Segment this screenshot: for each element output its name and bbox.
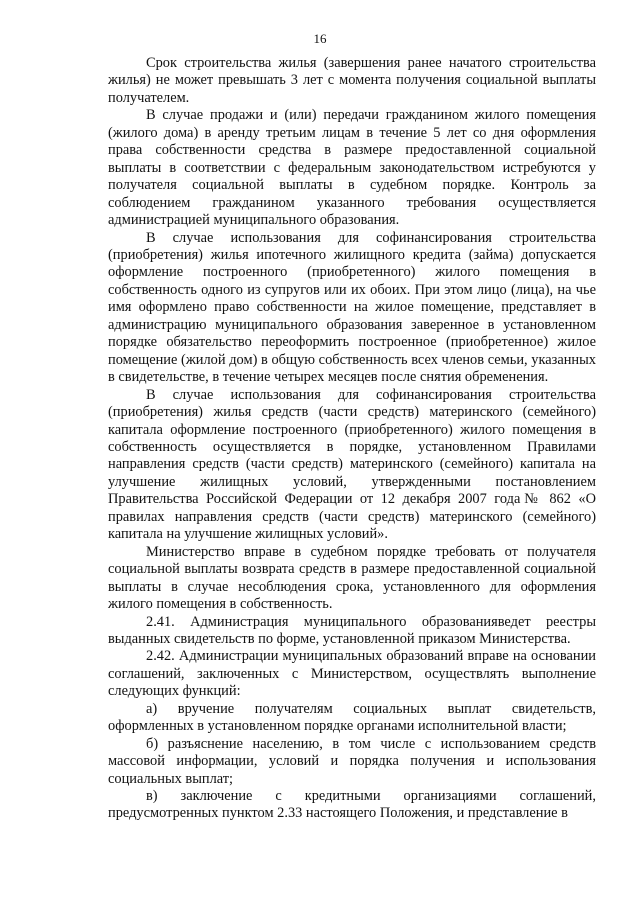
paragraph-2-42-functions: 2.42. Администрации муниципальных образований вправе на основании соглашений, заключенных с Министерством, осуществлять выполнение следующих функций:: [108, 648, 596, 700]
document-body: [108, 55, 596, 823]
paragraph-mortgage-cofinancing: В случае использования для софинансирования строительства (приобретения) жилья ипотечного жилищного кредита (займа) допускается оформление построенного (приобретенного) жилого помещения в собственность одного из супругов или их обоих. При этом лицо (лица), на чье имя оформлено право собственности на жилое помещение, представляет в администрацию муниципального образования заверенное в установленном порядке обязательство переоформить построенное (приобретенное) жилое помещение (жилой дом) в общую собственность всех членов семьи, указанных в свидетельстве, в течение четырех месяцев после снятия обременения.: [108, 229, 596, 386]
paragraph-maternity-capital: В случае использования для софинансирования строительства (приобретения) жилья средств (части средств) материнского (семейного) капитала оформление построенного (приобретенного) жилого помещения в собственность осуществляется в порядке, установленном Правилами направления средств (части средств) материнского (семейного) капитала на улучшение жилищных условий, утвержденными постановлением Правительства Российской Федерации от 12 декабря 2007 года№ 862 «О правилах направления средств (части средств) материнского (семейного) капитала на улучшение жилищных условий».: [108, 386, 596, 543]
paragraph-sale-or-lease: В случае продажи и (или) передачи гражданином жилого помещения (жилого дома) в аренду третьим лицам в течение 5 лет со дня оформления права собственности средства в размере предоставленной социальной выплаты в соответствии с федеральным законодательством истребуются у получателя социальной выплаты в судебном порядке. Контроль за соблюдением гражданином указанного требования осуществляется администрацией муниципального образования.: [108, 107, 596, 229]
list-item-b: б) разъяснение населению, в том числе с использованием средств массовой информации, условий и порядка получения и использования социальных выплат;: [108, 735, 596, 787]
paragraph-construction-term: Срок строительства жилья (завершения ранее начатого строительства жилья) не может превышать 3 лет с момента получения социальной выплаты получателем.: [108, 55, 596, 106]
paragraph-ministry-recovery: Министерство вправе в судебном порядке требовать от получателя социальной выплаты возврата средств в размере предоставленной социальной выплаты в случае несоблюдения срока, установленного для оформления жилого помещения в собственность.: [108, 543, 596, 613]
page-number: 16: [313, 31, 327, 46]
paragraph-2-41-registry: 2.41. Администрация муниципального образованияведет реестры выданных свидетельств по форме, установленной приказом Министерства.: [108, 613, 596, 647]
list-item-a: а) вручение получателям социальных выплат свидетельств, оформленных в установленном порядке органами исполнительной власти;: [108, 700, 596, 735]
list-item-v: в) заключение с кредитными организациями соглашений, предусмотренных пунктом 2.33 настоящего Положения, и представление в: [108, 788, 596, 822]
